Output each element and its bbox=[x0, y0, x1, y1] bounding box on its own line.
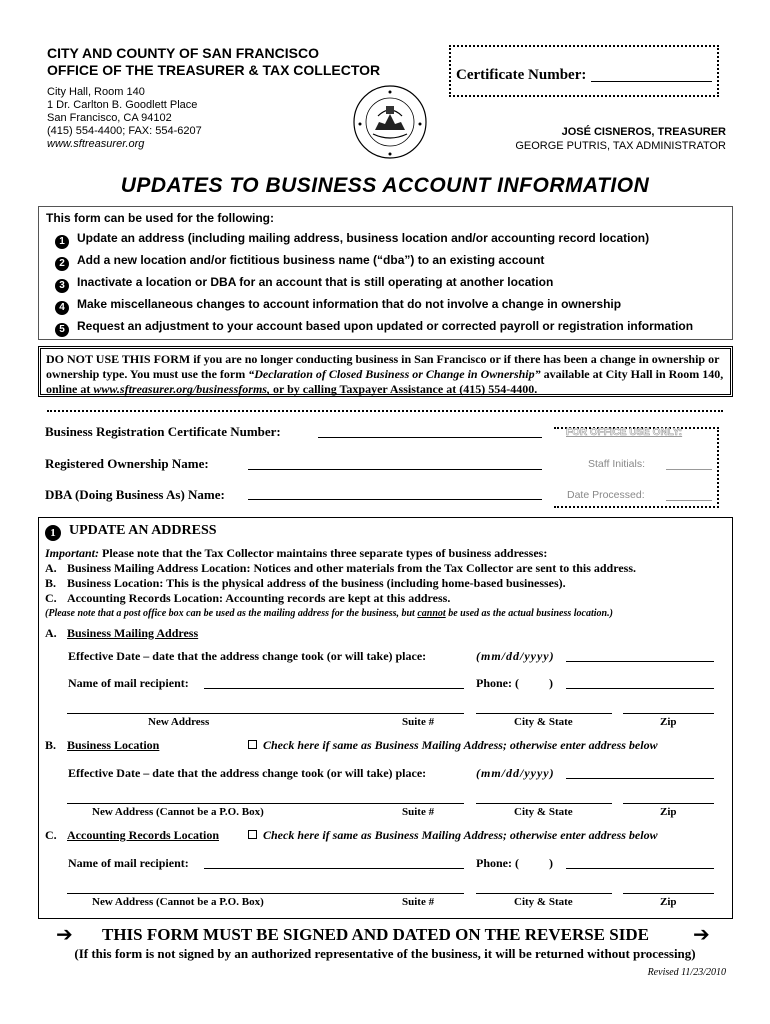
staff-initials-label: Staff Initials: bbox=[588, 458, 646, 470]
revision-date: Revised 11/23/2010 bbox=[647, 967, 726, 978]
po-box-note: (Please note that a post office box can be used as the mailing address for the business, but cannot be used as the actual business location.) bbox=[45, 608, 613, 619]
section-b-heading: B. Business Location bbox=[45, 738, 160, 752]
unsigned-return-note: (If this form is not signed by an authorized representative of the business, it will be returned without processing) bbox=[74, 946, 696, 961]
b-same-checkbox-row[interactable]: Check here if same as Business Mailing Address; otherwise enter address below bbox=[248, 738, 658, 753]
a-effective-date-field[interactable] bbox=[566, 648, 714, 662]
number-5-icon: 5 bbox=[55, 323, 69, 337]
c-suite-caption: Suite # bbox=[402, 896, 435, 908]
use-item: 3 Inactivate a location or DBA for an account that is still operating at another location bbox=[55, 275, 553, 293]
b-address-field[interactable] bbox=[67, 790, 464, 804]
b-city-state-field[interactable] bbox=[476, 790, 612, 804]
office-use-box bbox=[554, 427, 719, 508]
a-recipient-label: Name of mail recipient: bbox=[68, 676, 189, 690]
declaration-form-name: “Declaration of Closed Business or Change in Ownership” bbox=[248, 367, 541, 381]
c-phone-field[interactable] bbox=[566, 855, 714, 869]
a-phone-field[interactable] bbox=[566, 675, 714, 689]
number-2-icon: 2 bbox=[55, 257, 69, 271]
date-processed-label: Date Processed: bbox=[567, 489, 645, 501]
certificate-number-label: Certificate Number: bbox=[456, 67, 587, 83]
must-sign-notice: THIS FORM MUST BE SIGNED AND DATED ON THE REVERSE SIDE bbox=[102, 925, 649, 944]
city-seal-icon bbox=[345, 84, 435, 160]
address-line2: 1 Dr. Carlton B. Goodlett Place bbox=[47, 99, 198, 111]
phone-fax: (415) 554-4400; FAX: 554-6207 bbox=[47, 125, 202, 137]
arrow-right-icon: ➔ bbox=[693, 922, 710, 946]
brc-number-label: Business Registration Certificate Number: bbox=[45, 424, 281, 439]
use-item: 4 Make miscellaneous changes to account information that do not involve a change in ownership bbox=[55, 297, 621, 315]
dba-name-field[interactable] bbox=[248, 486, 542, 500]
a-date-format: (mm/dd/yyyy) bbox=[476, 649, 555, 663]
c-zip-caption: Zip bbox=[660, 896, 677, 908]
c-city-state-caption: City & State bbox=[514, 896, 573, 908]
use-item: 1 Update an address (including mailing address, business location and/or accounting record location) bbox=[55, 231, 649, 249]
a-zip-field[interactable] bbox=[623, 700, 714, 714]
ownership-name-field[interactable] bbox=[248, 456, 542, 470]
address-line3: San Francisco, CA 94102 bbox=[47, 112, 172, 124]
number-4-icon: 4 bbox=[55, 301, 69, 315]
use-item: 5 Request an adjustment to your account based upon updated or corrected payroll or registration information bbox=[55, 319, 693, 337]
treasurer-name: JOSÉ CISNEROS, TREASURER bbox=[561, 126, 726, 138]
address-type-a: A. Business Mailing Address Location: Notices and other materials from the Tax Collector are sent to this address. bbox=[45, 561, 637, 575]
a-phone-close: ) bbox=[549, 676, 553, 690]
a-suite-caption: Suite # bbox=[402, 716, 435, 728]
a-zip-caption: Zip bbox=[660, 716, 677, 728]
b-zip-caption: Zip bbox=[660, 806, 677, 818]
c-new-address-caption: New Address (Cannot be a P.O. Box) bbox=[92, 896, 264, 908]
certificate-number-box bbox=[449, 45, 719, 97]
do-not-use-warning: DO NOT USE THIS FORM if you are no longer conducting business in San Francisco or if there has been a change in ownership or ownership type. You must use the form “Declaration of Closed Business or Change in Ownership” available at City Hall in Room 140, online at www.sftreasurer.org/businessforms, or by calling Taxpayer Assistance at (415) 554-4400. bbox=[38, 346, 733, 397]
date-processed-field[interactable] bbox=[666, 489, 712, 501]
c-recipient-label: Name of mail recipient: bbox=[68, 856, 189, 870]
address-line1: City Hall, Room 140 bbox=[47, 86, 145, 98]
tax-administrator-name: GEORGE PUTRIS, TAX ADMINISTRATOR bbox=[515, 140, 726, 152]
form-uses-box bbox=[38, 206, 733, 340]
b-new-address-caption: New Address (Cannot be a P.O. Box) bbox=[92, 806, 264, 818]
c-phone-label: Phone: ( bbox=[476, 856, 519, 870]
c-city-state-field[interactable] bbox=[476, 880, 612, 894]
certificate-number-field[interactable] bbox=[591, 81, 712, 82]
b-suite-caption: Suite # bbox=[402, 806, 435, 818]
c-zip-field[interactable] bbox=[623, 880, 714, 894]
dba-name-label: DBA (Doing Business As) Name: bbox=[45, 487, 225, 502]
address-type-c: C. Accounting Records Location: Accounting records are kept at this address. bbox=[45, 591, 451, 605]
number-1-icon: 1 bbox=[55, 235, 69, 249]
a-address-field[interactable] bbox=[67, 700, 464, 714]
section1-heading: 1 UPDATE AN ADDRESS bbox=[45, 523, 217, 541]
a-phone-label: Phone: ( bbox=[476, 676, 519, 690]
a-city-state-field[interactable] bbox=[476, 700, 612, 714]
website-link[interactable]: www.sftreasurer.org bbox=[47, 138, 145, 150]
office-use-heading: FOR OFFICE USE ONLY: bbox=[566, 427, 683, 438]
staff-initials-field[interactable] bbox=[666, 458, 712, 470]
businessforms-link[interactable]: www.sftreasurer.org/businessforms, bbox=[93, 382, 270, 396]
b-zip-field[interactable] bbox=[623, 790, 714, 804]
address-type-b: B. Business Location: This is the physical address of the business (including home-based businesses). bbox=[45, 576, 566, 590]
c-phone-close: ) bbox=[549, 856, 553, 870]
b-effective-date-field[interactable] bbox=[566, 765, 714, 779]
number-1-icon: 1 bbox=[45, 525, 61, 541]
arrow-right-icon: ➔ bbox=[56, 922, 73, 946]
section-c-heading: C. Accounting Records Location bbox=[45, 828, 219, 842]
c-recipient-field[interactable] bbox=[204, 855, 464, 869]
c-same-checkbox[interactable] bbox=[248, 830, 257, 839]
brc-number-field[interactable] bbox=[318, 424, 542, 438]
a-new-address-caption: New Address bbox=[148, 716, 210, 728]
ownership-name-label: Registered Ownership Name: bbox=[45, 456, 209, 471]
org-name-line2: OFFICE OF THE TREASURER & TAX COLLECTOR bbox=[47, 62, 381, 78]
org-name-line1: CITY AND COUNTY OF SAN FRANCISCO bbox=[47, 45, 319, 61]
b-city-state-caption: City & State bbox=[514, 806, 573, 818]
form-uses-lead: This form can be used for the following: bbox=[46, 211, 275, 225]
a-city-state-caption: City & State bbox=[514, 716, 573, 728]
number-3-icon: 3 bbox=[55, 279, 69, 293]
b-date-format: (mm/dd/yyyy) bbox=[476, 766, 555, 780]
a-effective-date-label: Effective Date – date that the address change took (or will take) place: bbox=[68, 649, 427, 663]
b-effective-date-label: Effective Date – date that the address change took (or will take) place: bbox=[68, 766, 427, 780]
divider bbox=[47, 410, 723, 412]
use-item: 2 Add a new location and/or fictitious business name (“dba”) to an existing account bbox=[55, 253, 544, 271]
c-address-field[interactable] bbox=[67, 880, 464, 894]
c-same-checkbox-row[interactable]: Check here if same as Business Mailing Address; otherwise enter address below bbox=[248, 828, 658, 843]
section-a-heading: A. Business Mailing Address bbox=[45, 626, 199, 640]
b-same-checkbox[interactable] bbox=[248, 740, 257, 749]
a-recipient-field[interactable] bbox=[204, 675, 464, 689]
form-title: UPDATES TO BUSINESS ACCOUNT INFORMATION bbox=[120, 174, 650, 197]
important-note: Important: Please note that the Tax Collector maintains three separate types of business addresses: bbox=[45, 546, 548, 560]
